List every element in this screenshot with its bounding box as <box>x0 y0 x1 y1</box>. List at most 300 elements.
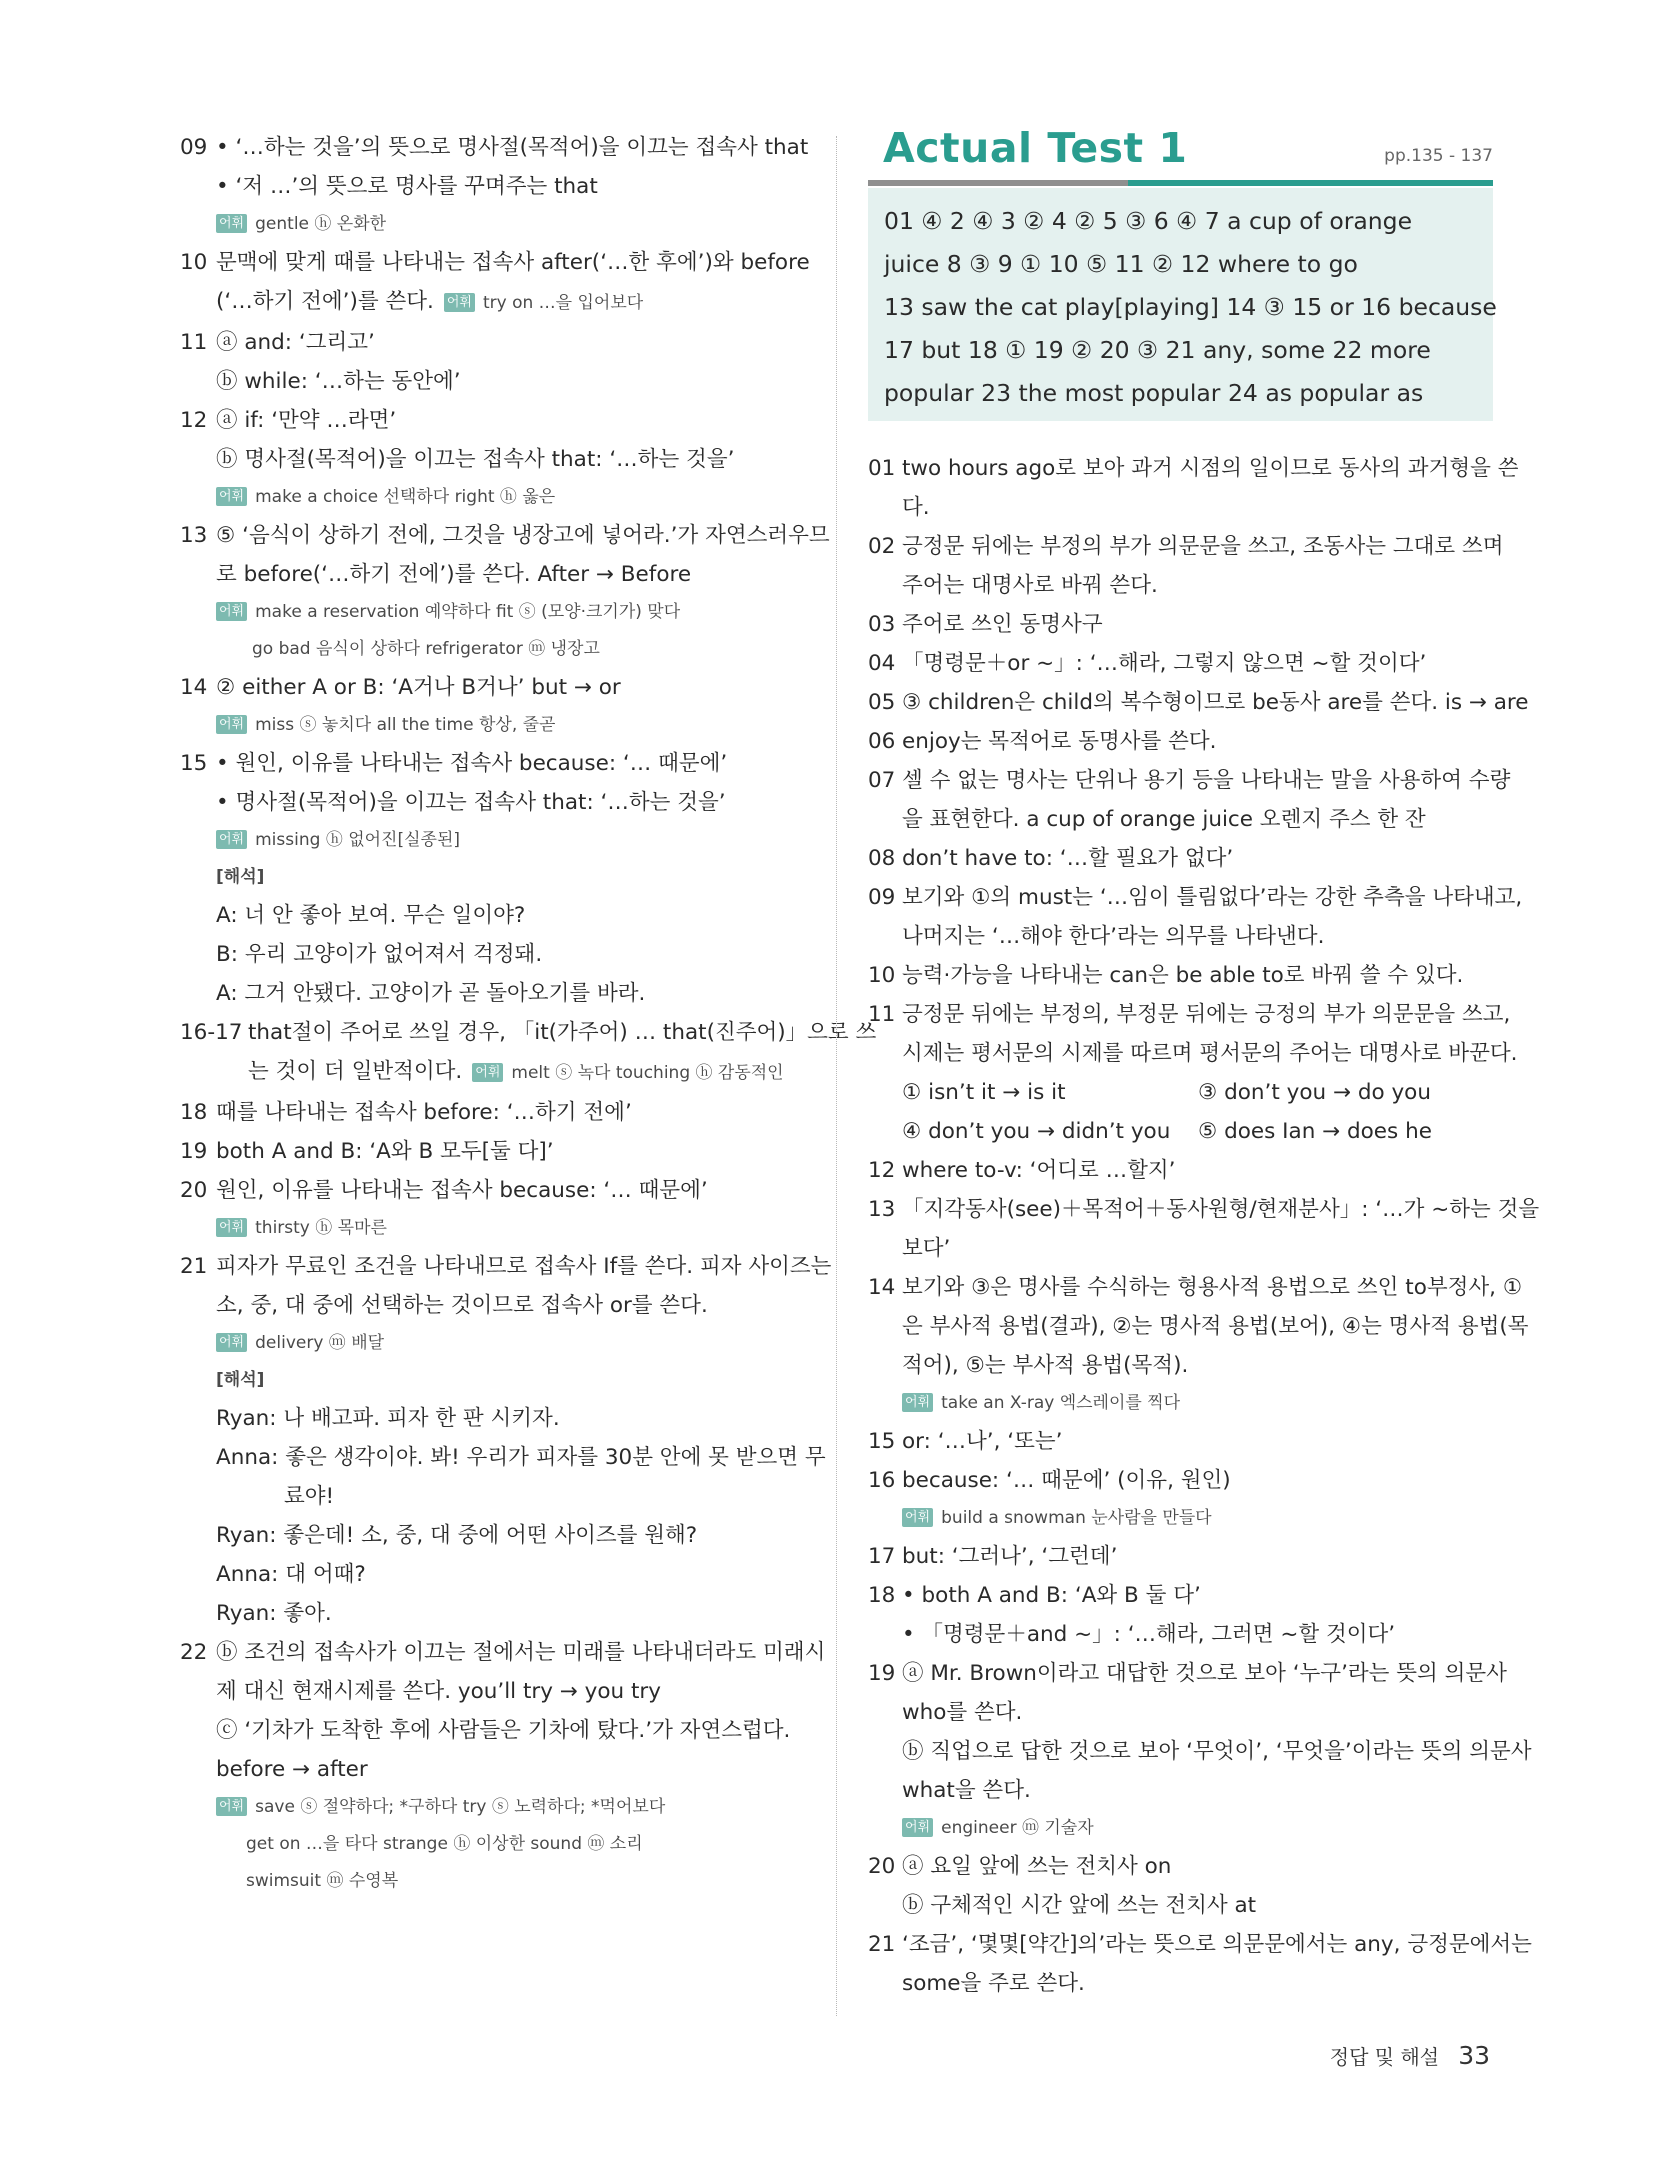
item-number: 14 <box>868 1275 896 1300</box>
line-text: 보다’ <box>902 1236 951 1261</box>
left-column <box>180 128 877 1900</box>
line-text: 능력·가능을 나타내는 can은 be able to로 바꿔 쓸 수 있다. <box>902 963 1464 988</box>
line-text: 때를 나타내는 접속사 before: ‘…하기 전에’ <box>216 1100 632 1125</box>
line-body <box>216 602 680 622</box>
line-text: what을 쓴다. <box>902 1778 1031 1803</box>
line-text: 료야! <box>284 1484 335 1509</box>
line-text: build a snowman 눈사람을 만들다 <box>941 1508 1212 1528</box>
item-number: 09 <box>180 135 208 160</box>
line-body <box>902 1932 1532 1957</box>
answer-item-19 <box>180 1132 800 1171</box>
answer-item-12 <box>180 401 800 440</box>
line-body <box>902 651 1426 676</box>
line-body <box>216 1718 790 1743</box>
line-body <box>248 1020 876 1045</box>
line-body <box>216 1523 697 1548</box>
line-text: Ryan: 나 배고파. 피자 한 판 시키자. <box>216 1406 560 1431</box>
line-text: swimsuit ⓜ 수영복 <box>246 1871 399 1891</box>
line-text: ‘조금’, ‘몇몇[약간]의’라는 뜻으로 의문문에서는 any, 긍정문에서는 <box>902 1932 1532 1957</box>
line-body <box>902 534 1504 559</box>
answer-item-16 <box>868 1461 1493 1500</box>
vocab-text: try on …을 입어보다 <box>482 293 644 313</box>
item-number: 13 <box>180 523 208 548</box>
vocab-badge: 어휘 <box>216 214 247 233</box>
answer-item-18 <box>180 1093 800 1132</box>
vocab-badge: 어휘 <box>216 1797 247 1816</box>
line-text: 문맥에 맞게 때를 나타내는 접속사 after(‘…한 후에’)와 before <box>216 250 810 275</box>
line-text: thirsty ⓗ 목마른 <box>255 1218 387 1238</box>
line-text: ⓑ 조건의 접속사가 이끄는 절에서는 미래를 나타내더라도 미래시 <box>216 1640 826 1665</box>
line-body <box>902 963 1463 988</box>
line-body <box>902 1429 1063 1454</box>
line-body <box>216 1797 665 1817</box>
line-text: engineer ⓜ 기술자 <box>941 1818 1094 1838</box>
line-text: 은 부사적 용법(결과), ②는 명사적 용법(보어), ④는 명사적 용법(목 <box>902 1314 1529 1339</box>
line-text: • ‘저 …’의 뜻으로 명사를 꾸며주는 that <box>216 174 598 199</box>
line-text: ⑤ ‘음식이 상하기 전에, 그것을 냉장고에 넣어라.’가 자연스러우므 <box>216 523 830 548</box>
answer-line <box>868 1500 1493 1537</box>
line-text: 보기와 ①의 must는 ‘…임이 틀림없다’라는 강한 추측을 나타내고, <box>902 885 1523 910</box>
answer-item-11 <box>180 323 800 362</box>
line-text: ⓐ Mr. Brown이라고 대답한 것으로 보아 ‘누구’라는 뜻의 의문사 <box>902 1661 1507 1686</box>
title-rule <box>868 180 1493 188</box>
line-text: 는 것이 더 일반적이다. <box>248 1059 463 1084</box>
line-body <box>902 456 1518 481</box>
answer-line <box>180 1325 800 1362</box>
vocab-badge: 어휘 <box>216 1333 247 1352</box>
right-column <box>868 124 1540 2003</box>
vocab-badge: 어휘 <box>902 1508 933 1527</box>
answer-item-18 <box>868 1576 1493 1615</box>
answer-line <box>180 440 800 479</box>
line-text: A: 그거 안됐다. 고양이가 곧 돌아오기를 바라. <box>216 981 646 1006</box>
line-body <box>216 135 808 160</box>
answer-line <box>180 631 800 668</box>
answer-line <box>868 1693 1493 1732</box>
line-text: 셀 수 없는 명사는 단위나 용기 등을 나타내는 말을 사용하여 수량 <box>902 768 1511 793</box>
line-body <box>216 1254 831 1279</box>
vocab-badge: 어휘 <box>216 1218 247 1237</box>
line-body <box>252 639 600 659</box>
line-text: Anna: 좋은 생각이야. 봐! 우리가 피자를 30분 안에 못 받으면 무 <box>216 1445 826 1470</box>
line-text: 을 표현한다. a cup of orange juice 오렌지 주스 한 잔 <box>902 807 1426 832</box>
answer-key-line: 01 ④ 2 ④ 3 ② 4 ② 5 ③ 6 ④ 7 a cup of orange <box>884 207 1413 235</box>
item-number: 20 <box>868 1854 896 1879</box>
line-body <box>902 1468 1231 1493</box>
item-number: 06 <box>868 729 896 754</box>
item-number: 09 <box>868 885 896 910</box>
vocab-badge: 어휘 <box>902 1393 933 1412</box>
line-text: 제 대신 현재시제를 쓴다. you’ll try → you try <box>216 1679 661 1704</box>
answer-item-20 <box>868 1847 1493 1886</box>
line-body <box>216 214 386 234</box>
line-body <box>902 1893 1256 1918</box>
line-body <box>216 487 555 507</box>
line-body <box>902 1583 1201 1608</box>
line-body <box>248 1059 784 1084</box>
line-text-b: ③ don’t you → do you <box>1198 1080 1431 1105</box>
answer-line <box>180 1210 800 1247</box>
answer-line <box>180 1750 800 1789</box>
answer-line <box>180 1863 800 1900</box>
answer-key-line: 13 saw the cat play[playing] 14 ③ 15 or 16 because <box>884 293 1497 321</box>
answer-line <box>868 1307 1529 1346</box>
line-body <box>216 1100 632 1125</box>
column-divider <box>836 136 837 2016</box>
answer-item-15 <box>868 1422 1493 1461</box>
line-text: 시제는 평서문의 시제를 따르며 평서문의 주어는 대명사로 바꾼다. <box>902 1041 1518 1066</box>
answer-line <box>868 1615 1493 1654</box>
line-text: ⓑ 직업으로 답한 것으로 보아 ‘무엇이’, ‘무엇을’이라는 뜻의 의문사 <box>902 1739 1532 1764</box>
line-body <box>216 562 691 587</box>
line-text: ① isn’t it → is it <box>902 1080 1066 1105</box>
answer-item-04 <box>868 644 1493 683</box>
answer-item-22 <box>180 1633 826 1672</box>
answer-line <box>868 488 1493 527</box>
line-body <box>902 690 1529 715</box>
line-body <box>902 1544 1117 1569</box>
line-body <box>902 1778 1031 1803</box>
line-body <box>902 1818 1094 1838</box>
line-text: 소, 중, 대 중에 선택하는 것이므로 접속사 or를 쓴다. <box>216 1293 708 1318</box>
line-text: take an X-ray 엑스레이를 찍다 <box>941 1393 1181 1413</box>
line-text: because: ‘… 때문에’ (이유, 원인) <box>902 1468 1231 1493</box>
answer-item-03 <box>868 605 1493 644</box>
answer-line <box>868 1771 1493 1810</box>
line-body <box>216 1293 708 1318</box>
answer-line <box>868 1346 1493 1385</box>
item-number: 17 <box>868 1544 896 1569</box>
line-body <box>902 1739 1532 1764</box>
item-number: 21 <box>180 1254 208 1279</box>
line-body <box>902 1275 1522 1300</box>
line-body <box>216 1601 332 1626</box>
line-body <box>216 408 396 433</box>
line-body <box>216 523 830 548</box>
line-text: ③ children은 child의 복수형이므로 be동사 are를 쓴다. is → are <box>902 690 1529 715</box>
line-body <box>902 807 1426 832</box>
line-body <box>902 612 1103 637</box>
item-number: 20 <box>180 1178 208 1203</box>
answer-line <box>180 707 800 744</box>
item-number: 16-17 <box>180 1020 243 1045</box>
line-text: don’t have to: ‘…할 필요가 없다’ <box>902 846 1234 871</box>
answer-item-09 <box>868 878 1523 917</box>
answer-item-13 <box>868 1190 1540 1229</box>
vocab-badge: 어휘 <box>902 1818 933 1837</box>
line-body <box>216 1757 368 1782</box>
item-number: 16 <box>868 1468 896 1493</box>
answer-line <box>180 935 800 974</box>
answer-line <box>868 1964 1493 2003</box>
line-body <box>902 1119 1170 1144</box>
answer-line <box>180 1399 800 1438</box>
vocab-badge: 어휘 <box>472 1063 503 1082</box>
answer-key-line: juice 8 ③ 9 ① 10 ⑤ 11 ② 12 where to go <box>884 250 1358 278</box>
line-text: 피자가 무료인 조건을 나타내므로 접속사 If를 쓴다. 피자 사이즈는 <box>216 1254 832 1279</box>
line-body <box>902 768 1510 793</box>
item-number: 03 <box>868 612 896 637</box>
line-body <box>902 1700 1022 1725</box>
actual-test-title: Actual Test 1 <box>883 124 1188 172</box>
line-text: 「지각동사(see)＋목적어＋동사원형/현재분사」: ‘…가 ~하는 것을 <box>902 1197 1540 1222</box>
line-body <box>216 1333 384 1353</box>
line-text: delivery ⓜ 배달 <box>255 1333 385 1353</box>
line-text: who를 쓴다. <box>902 1700 1023 1725</box>
line-body <box>216 369 461 394</box>
answer-item-10 <box>180 243 810 282</box>
vocab-badge: 어휘 <box>216 830 247 849</box>
line-text: get on …을 타다 strange ⓗ 이상한 sound ⓜ 소리 <box>246 1834 643 1854</box>
line-body <box>216 1218 387 1238</box>
answer-line <box>180 1594 800 1633</box>
line-text: 긍정문 뒤에는 부정의, 부정문 뒤에는 긍정의 부가 의문문을 쓰고, <box>902 1002 1511 1027</box>
answer-item-02 <box>868 527 1504 566</box>
answer-line <box>180 282 800 323</box>
actual-test-pages: pp.135 - 137 <box>1384 146 1493 166</box>
line-body <box>284 1484 334 1509</box>
answer-line <box>868 1886 1493 1925</box>
line-text: • 「명령문＋and ~」: ‘…해라, 그러면 ~할 것이다’ <box>902 1622 1396 1647</box>
item-number: 07 <box>868 768 896 793</box>
line-body <box>216 942 542 967</box>
line-body <box>902 1661 1507 1686</box>
line-text: ④ don’t you → didn’t you <box>902 1119 1171 1144</box>
line-body <box>902 573 1158 598</box>
item-number: 11 <box>180 330 208 355</box>
line-body <box>246 1871 398 1891</box>
answer-key-line: popular 23 the most popular 24 as popular as <box>884 379 1424 407</box>
item-number: 12 <box>868 1158 896 1183</box>
line-text: A: 너 안 좋아 보여. 무슨 일이야? <box>216 903 526 928</box>
item-number: 08 <box>868 846 896 871</box>
answer-item-16-17 <box>180 1013 877 1052</box>
inline-vocab <box>472 1063 783 1083</box>
answer-line <box>868 917 1493 956</box>
line-body <box>246 1834 643 1854</box>
answer-item-14 <box>180 668 800 707</box>
answer-item-09 <box>180 128 809 167</box>
line-body <box>216 1562 366 1587</box>
line-text: ⓐ and: ‘그리고’ <box>216 330 375 355</box>
answer-line <box>180 859 800 896</box>
line-body <box>216 330 375 355</box>
line-text: ⓑ 명사절(목적어)을 이끄는 접속사 that: ‘…하는 것을’ <box>216 447 735 472</box>
line-text: but: ‘그러나’, ‘그런데’ <box>902 1544 1118 1569</box>
line-body <box>216 1406 560 1431</box>
line-text: (‘…하기 전에’)를 쓴다. <box>216 289 434 314</box>
page-footer <box>1330 2041 1490 2070</box>
vocab-badge: 어휘 <box>216 602 247 621</box>
line-text: [해석] <box>216 867 265 887</box>
line-body <box>902 1041 1517 1066</box>
line-text: ⓐ if: ‘만약 …라면’ <box>216 408 397 433</box>
line-text: gentle ⓗ 온화한 <box>255 214 387 234</box>
line-body <box>902 885 1522 910</box>
item-number: 13 <box>868 1197 896 1222</box>
line-body <box>216 1139 554 1164</box>
line-text: B: 우리 고양이가 없어져서 걱정돼. <box>216 942 543 967</box>
answer-line <box>868 800 1493 839</box>
answer-line <box>180 1711 800 1750</box>
line-body <box>902 1854 1171 1879</box>
line-body <box>902 1314 1529 1339</box>
line-text: Anna: 대 어때? <box>216 1562 366 1587</box>
item-number: 11 <box>868 1002 896 1027</box>
line-text: where to-v: ‘어디로 …할지’ <box>902 1158 1176 1183</box>
line-text: • both A and B: ‘A와 B 둘 다’ <box>902 1583 1201 1608</box>
answer-line <box>868 1034 1518 1073</box>
line-text: ② either A or B: ‘A거나 B거나’ but → or <box>216 675 621 700</box>
actual-test-header <box>868 124 1493 180</box>
item-number: 10 <box>868 963 896 988</box>
answer-item-11 <box>868 995 1511 1034</box>
line-body <box>216 174 598 199</box>
line-body <box>902 1197 1539 1222</box>
item-number: 04 <box>868 651 896 676</box>
item-number: 18 <box>180 1100 208 1125</box>
item-number: 19 <box>868 1661 896 1686</box>
answer-item-14 <box>868 1268 1523 1307</box>
line-text: • ‘…하는 것을’의 뜻으로 명사절(목적어)을 이끄는 접속사 that <box>216 135 809 160</box>
vocab-text: melt ⓢ 녹다 touching ⓗ 감동적인 <box>511 1063 784 1083</box>
item-number: 12 <box>180 408 208 433</box>
item-number: 21 <box>868 1932 896 1957</box>
answer-line <box>868 1732 1532 1771</box>
answer-item-13 <box>180 516 830 555</box>
answer-item-19 <box>868 1654 1507 1693</box>
answer-line <box>180 362 800 401</box>
answer-item-17 <box>868 1537 1493 1576</box>
line-text: that절이 주어로 쓰일 경우, 「it(가주어) … that(진주어)」으로 쓰 <box>248 1020 877 1045</box>
line-text: two hours ago로 보아 과거 시점의 일이므로 동사의 과거형을 쓴 <box>902 456 1519 481</box>
answer-item-12 <box>868 1151 1493 1190</box>
answer-line <box>868 1385 1493 1422</box>
line-body <box>902 846 1233 871</box>
line-text-b: ⑤ does Ian → does he <box>1198 1119 1432 1144</box>
line-text: 원인, 이유를 나타내는 접속사 because: ‘… 때문에’ <box>216 1178 708 1203</box>
answer-line <box>180 1362 800 1399</box>
answer-line <box>180 206 800 243</box>
line-text: both A and B: ‘A와 B 모두[둘 다]’ <box>216 1139 554 1164</box>
answer-line <box>180 1826 800 1863</box>
item-number: 05 <box>868 690 896 715</box>
answer-line <box>868 1229 1493 1268</box>
line-text: 긍정문 뒤에는 부정의 부가 의문문을 쓰고, 조동사는 그대로 쓰며 <box>902 534 1504 559</box>
line-body <box>216 289 643 314</box>
answer-key-box <box>868 188 1497 421</box>
footer-label: 정답 및 해설 <box>1329 2045 1440 2069</box>
line-body <box>216 830 460 850</box>
answer-line <box>180 1286 800 1325</box>
explanations-right <box>868 449 1540 2003</box>
answer-key-line: 17 but 18 ① 19 ② 20 ③ 21 any, some 22 more <box>884 336 1431 364</box>
line-text: 적어), ⑤는 부사적 용법(목적). <box>902 1353 1189 1378</box>
answer-item-15 <box>180 744 800 783</box>
answer-line <box>180 1516 800 1555</box>
line-text: or: ‘…나’, ‘또는’ <box>902 1429 1063 1454</box>
item-number: 10 <box>180 250 208 275</box>
item-number: 01 <box>868 456 896 481</box>
line-text: missing ⓗ 없어진[실종된] <box>255 830 461 850</box>
answer-item-10 <box>868 956 1493 995</box>
line-body <box>902 1353 1188 1378</box>
answer-line <box>868 1073 1493 1112</box>
line-text: ⓑ 구체적인 시간 앞에 쓰는 전치사 at <box>902 1893 1257 1918</box>
item-number: 22 <box>180 1640 208 1665</box>
vocab-badge: 어휘 <box>216 715 247 734</box>
line-body <box>216 790 726 815</box>
line-text: 다. <box>902 495 930 520</box>
line-text: 주어로 쓰인 동명사구 <box>902 612 1103 637</box>
line-text: 나머지는 ‘…해야 한다’라는 의무를 나타낸다. <box>902 924 1325 949</box>
answer-item-08 <box>868 839 1493 878</box>
line-text: • 명사절(목적어)을 이끄는 접속사 that: ‘…하는 것을’ <box>216 790 726 815</box>
answer-line <box>180 167 800 206</box>
line-text: miss ⓢ 놓치다 all the time 항상, 줄곧 <box>255 715 556 735</box>
answer-line <box>180 974 800 1013</box>
vocab-badge: 어휘 <box>444 293 475 312</box>
answer-item-05 <box>868 683 1529 722</box>
answer-line <box>180 555 800 594</box>
line-body <box>216 715 555 735</box>
line-body <box>902 1971 1085 1996</box>
line-body <box>216 981 645 1006</box>
answer-line <box>180 1789 800 1826</box>
line-body <box>902 1002 1510 1027</box>
line-text: before → after <box>216 1757 368 1782</box>
line-text: Ryan: 좋은데! 소, 중, 대 중에 어떤 사이즈를 원해? <box>216 1523 698 1548</box>
line-text: go bad 음식이 상하다 refrigerator ⓜ 냉장고 <box>252 639 600 659</box>
line-text: [해석] <box>216 1370 265 1390</box>
line-body <box>902 1622 1395 1647</box>
answer-item-21 <box>868 1925 1532 1964</box>
line-body <box>216 250 810 275</box>
line-text: enjoy는 목적어로 동명사를 쓴다. <box>902 729 1217 754</box>
line-body <box>902 729 1217 754</box>
answer-line <box>180 1477 800 1516</box>
line-text: save ⓢ 절약하다; *구하다 try ⓢ 노력하다; *먹어보다 <box>255 1797 666 1817</box>
answer-item-20 <box>180 1171 800 1210</box>
line-text: some을 주로 쓴다. <box>902 1971 1085 1996</box>
line-text: 주어는 대명사로 바꿔 쓴다. <box>902 573 1158 598</box>
line-body <box>902 1158 1176 1183</box>
answer-line <box>868 566 1493 605</box>
line-body <box>216 1679 661 1704</box>
item-number: 14 <box>180 675 208 700</box>
item-number: 02 <box>868 534 896 559</box>
line-body <box>216 447 734 472</box>
line-body <box>902 1393 1180 1413</box>
vocab-badge: 어휘 <box>216 487 247 506</box>
answer-item-07 <box>868 761 1511 800</box>
answer-item-06 <box>868 722 1493 761</box>
inline-vocab <box>444 293 643 313</box>
line-body <box>902 1508 1212 1528</box>
line-body <box>216 751 727 776</box>
item-number: 15 <box>180 751 208 776</box>
answer-line <box>180 1555 800 1594</box>
page-number: 33 <box>1458 2041 1490 2070</box>
answer-line <box>180 479 800 516</box>
line-body <box>216 867 264 887</box>
line-body <box>216 1445 826 1470</box>
line-text: 보기와 ③은 명사를 수식하는 형용사적 용법으로 쓰인 to부정사, ① <box>902 1275 1523 1300</box>
item-number: 15 <box>868 1429 896 1454</box>
item-number: 19 <box>180 1139 208 1164</box>
line-text: ⓑ while: ‘…하는 동안에’ <box>216 369 461 394</box>
line-body <box>216 1178 708 1203</box>
